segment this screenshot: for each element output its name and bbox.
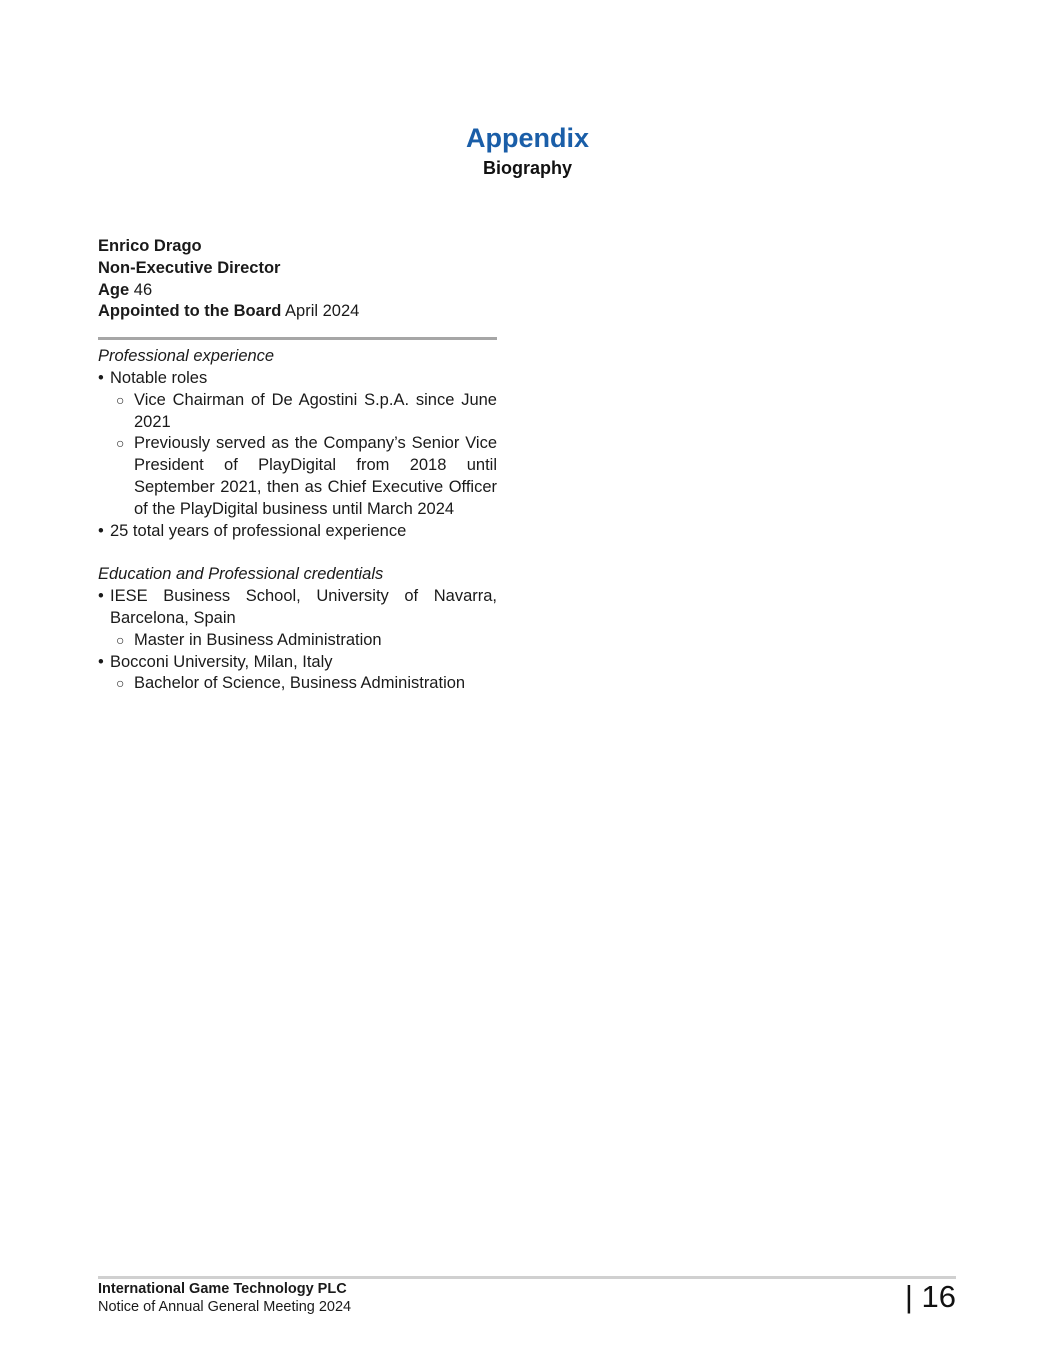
bullet-icon: • (98, 368, 104, 387)
page-subtitle: Biography (482, 158, 572, 178)
sub-list-item (98, 630, 497, 652)
list-item (98, 652, 497, 674)
list-item-text: Bocconi University, Milan, Italy (110, 652, 333, 671)
sub-list-item (98, 433, 497, 520)
sub-list-item (98, 390, 497, 434)
sub-list-item-text: Bachelor of Science, Business Administration (134, 674, 466, 693)
list-item-text: IESE Business School, University of Navarra, Barcelona, Spain (110, 587, 497, 627)
section-divider (98, 337, 497, 340)
appointed-value: April 2024 (285, 302, 360, 321)
sub-list-item-text: Master in Business Administration (134, 630, 382, 649)
biography-section (98, 236, 497, 695)
sub-list-item (98, 673, 497, 695)
director-role: Non-Executive Director (98, 258, 281, 277)
bullet-icon: • (98, 587, 104, 606)
circle-bullet-icon: ○ (116, 675, 125, 692)
director-name: Enrico Drago (98, 237, 202, 255)
footer-document-title: Notice of Annual General Meeting 2024 (98, 1299, 352, 1315)
list-item-text: 25 total years of professional experience (110, 521, 407, 540)
footer-divider (98, 1276, 956, 1279)
age-label: Age (98, 280, 130, 299)
page-title: Appendix (465, 123, 589, 153)
appointed-line (98, 301, 497, 323)
sub-list-item-text: Previously served as the Company’s Senior Vice President of PlayDigital from 2018 until September 2021, then as Chief Executive Officer of the PlayDigital business until March 2024 (134, 434, 497, 518)
experience-list (98, 368, 497, 542)
list-item (98, 521, 497, 543)
footer-company: International Game Technology PLC (98, 1281, 347, 1297)
bullet-icon: • (98, 652, 104, 671)
circle-bullet-icon: ○ (116, 391, 125, 408)
age-value: 46 (133, 280, 153, 299)
sub-list-item-text: Vice Chairman of De Agostini S.p.A. since June 2021 (134, 390, 497, 431)
list-item-text: Notable roles (110, 368, 208, 387)
list-item (98, 368, 497, 390)
experience-heading: Professional experience (98, 347, 275, 366)
education-heading: Education and Professional credentials (98, 565, 384, 584)
circle-bullet-icon: ○ (116, 435, 125, 452)
age-line (98, 280, 497, 302)
appointed-label: Appointed to the Board (98, 302, 282, 321)
education-list (98, 586, 497, 695)
page-header (0, 120, 1055, 180)
list-item (98, 586, 497, 630)
circle-bullet-icon: ○ (116, 631, 125, 648)
footer (98, 1280, 351, 1316)
bullet-icon: • (98, 521, 104, 540)
page-number: | 16 (904, 1279, 956, 1314)
